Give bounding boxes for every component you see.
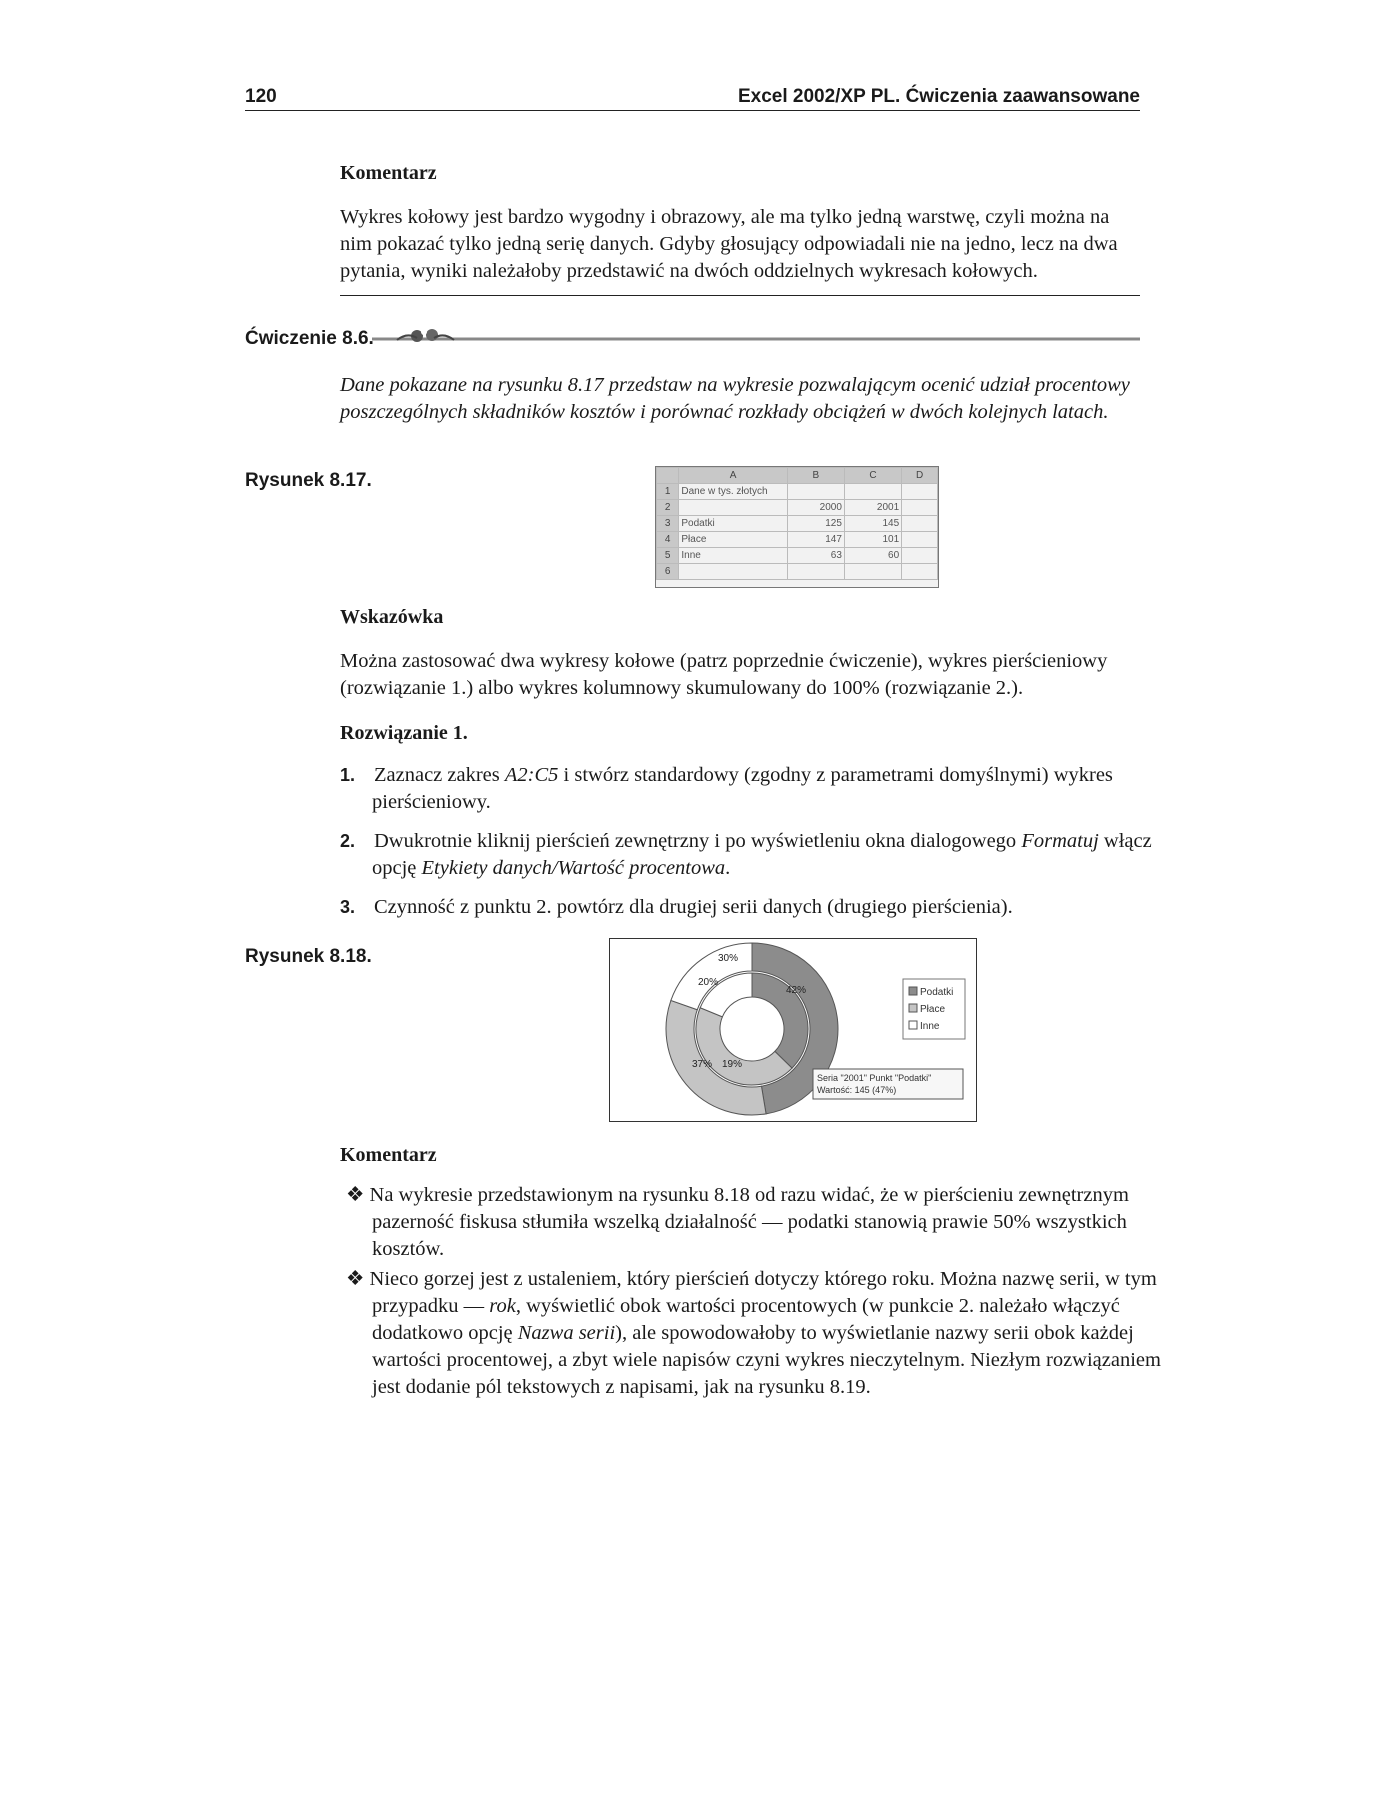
- step-number: 2.: [340, 831, 356, 851]
- step-2: 2. Dwukrotnie kliknij pierścień zewnętrzny i po wyświetleniu okna dialogowego Formatuj włącz opcję Etykiety danych/Wartość procentowa.: [340, 830, 1152, 879]
- page-number: 120: [245, 86, 277, 107]
- table-cell: Płace: [679, 532, 787, 548]
- table-cell: 63: [787, 548, 844, 564]
- spreadsheet-table: [656, 467, 938, 580]
- table-cell: [902, 500, 938, 516]
- hint-paragraph: Można zastosować dwa wykresy kołowe (patrz poprzednie ćwiczenie), wykres pierścieniowy (rozwiązanie 1.) albo wykres kolumnowy skumulowany do 100% (rozwiązanie 2.).: [340, 650, 1108, 699]
- row-header: 6: [657, 564, 679, 580]
- column-header: D: [902, 468, 938, 484]
- table-cell: [844, 484, 901, 500]
- table-row: [657, 516, 938, 532]
- table-cell: 125: [787, 516, 844, 532]
- table-cell: 101: [844, 532, 901, 548]
- legend-swatch: [909, 1004, 917, 1012]
- hint-heading: Wskazówka: [340, 606, 444, 628]
- data-label: 19%: [722, 1059, 743, 1070]
- table-cell: 60: [844, 548, 901, 564]
- table-row: [657, 500, 938, 516]
- column-header: C: [844, 468, 901, 484]
- table-cell: Inne: [679, 548, 787, 564]
- table-cell: 2000: [787, 500, 844, 516]
- step-number: 3.: [340, 897, 356, 917]
- table-row: [657, 564, 938, 580]
- table-cell: [787, 564, 844, 580]
- exercise-label: Ćwiczenie 8.6.: [245, 328, 374, 349]
- data-label: 42%: [786, 985, 807, 996]
- section-rule: [340, 295, 1140, 296]
- comment-heading: Komentarz: [340, 162, 437, 184]
- table-cell: [679, 564, 787, 580]
- step-1: 1. Zaznacz zakres A2:C5 i stwórz standardowy (zgodny z parametrami domyślnymi) wykres pierścieniowy.: [340, 764, 1113, 813]
- exercise-ornament: [372, 326, 1140, 346]
- row-header: 2: [657, 500, 679, 516]
- data-label: 37%: [692, 1059, 713, 1070]
- step-number: 1.: [340, 765, 356, 785]
- row-header: 5: [657, 548, 679, 564]
- step-3: 3. Czynność z punktu 2. powtórz dla drugiej serii danych (drugiego pierścienia).: [356, 894, 1172, 921]
- spreadsheet-figure: [655, 466, 939, 588]
- diamond-bullet-icon: ❖: [346, 1184, 370, 1206]
- table-cell: [902, 548, 938, 564]
- row-header: 4: [657, 532, 679, 548]
- comment2-heading: Komentarz: [340, 1144, 437, 1166]
- legend-entry: Podatki: [920, 987, 954, 998]
- diamond-bullet-icon: ❖: [346, 1268, 370, 1290]
- column-header: A: [679, 468, 787, 484]
- table-row: [657, 532, 938, 548]
- tooltip-text: Seria "2001" Punkt "Podatki": [817, 1073, 932, 1083]
- table-cell: [902, 532, 938, 548]
- data-label: 30%: [718, 953, 739, 964]
- doughnut-chart: [610, 939, 976, 1121]
- doughnut-chart-figure: [609, 938, 977, 1122]
- table-cell: [787, 484, 844, 500]
- legend-swatch: [909, 1021, 917, 1029]
- table-cell: [902, 484, 938, 500]
- table-cell: [679, 500, 787, 516]
- exercise-text: Dane pokazane na rysunku 8.17 przedstaw na wykresie pozwalającym ocenić udział procentowy poszczególnych składników kosztów i porównać rozkłady obciążeń w dwóch kolejnych latach.: [340, 374, 1130, 423]
- header-rule: [245, 110, 1140, 111]
- column-header: B: [787, 468, 844, 484]
- legend-entry: Inne: [920, 1021, 940, 1032]
- legend-entry: Płace: [920, 1004, 946, 1015]
- column-header: [657, 468, 679, 484]
- legend-swatch: [909, 987, 917, 995]
- table-cell: Dane w tys. złotych: [679, 484, 787, 500]
- table-cell: [902, 564, 938, 580]
- table-cell: 145: [844, 516, 901, 532]
- solution-heading: Rozwiązanie 1.: [340, 722, 468, 744]
- table-cell: Podatki: [679, 516, 787, 532]
- table-row: [657, 484, 938, 500]
- table-row: [657, 548, 938, 564]
- row-header: 1: [657, 484, 679, 500]
- row-header: 3: [657, 516, 679, 532]
- table-cell: [902, 516, 938, 532]
- table-cell: [844, 564, 901, 580]
- data-label: 20%: [698, 977, 719, 988]
- comment-paragraph: Wykres kołowy jest bardzo wygodny i obrazowy, ale ma tylko jedną warstwę, czyli można na nim pokazać tylko jedną serię danych. Gdyby głosujący odpowiadali nie na jedno, lecz na dwa pytania, wyniki należałoby przedstawić na dwóch oddzielnych wykresach kołowych.: [340, 206, 1118, 282]
- comment-bullet-2: ❖ Nieco gorzej jest z ustaleniem, który pierścień dotyczy którego roku. Można nazwę serii, w tym przypadku — rok, wyświetlić obok wartości procentowych (w punkcie 2. należało włączyć dodatkowo opcję Nazwa serii), ale spowodowałoby to wyświetlanie nazwy serii obok każdej wartości procentowej, a zbyt wiele napisów czyni wykres nieczytelnym. Niezłym rozwiązaniem jest dodanie pól tekstowych z napisami, jak na rysunku 8.19.: [346, 1268, 1161, 1398]
- figure-8-17-label: Rysunek 8.17.: [245, 470, 372, 491]
- table-cell: 2001: [844, 500, 901, 516]
- comment-bullet-1: ❖ Na wykresie przedstawionym na rysunku 8.18 od razu widać, że w pierścieniu zewnętrznym pazerność fiskusa stłumiła wszelką działalność — podatki stanowią prawie 50% wszystkich kosztów.: [346, 1184, 1129, 1260]
- figure-8-18-label: Rysunek 8.18.: [245, 946, 372, 967]
- tooltip-text: Wartość: 145 (47%): [817, 1085, 897, 1095]
- running-title: Excel 2002/XP PL. Ćwiczenia zaawansowane: [737, 86, 1140, 107]
- table-cell: 147: [787, 532, 844, 548]
